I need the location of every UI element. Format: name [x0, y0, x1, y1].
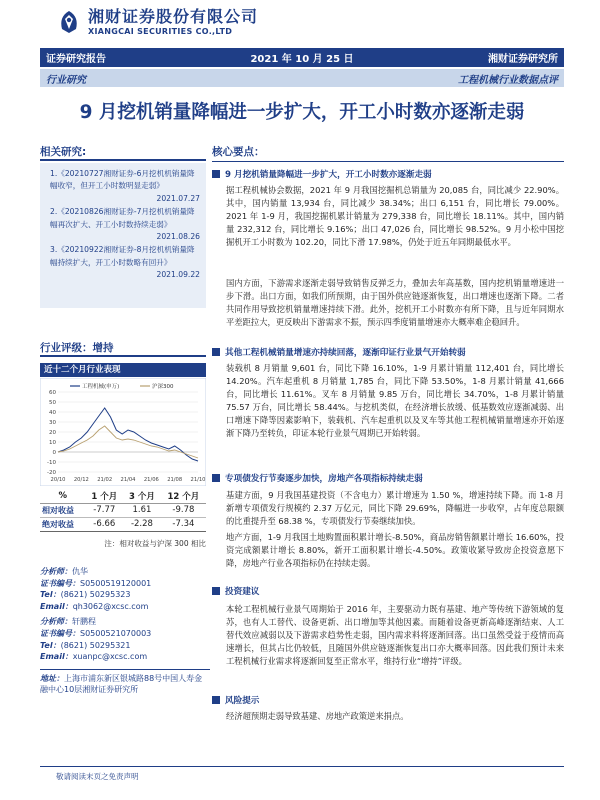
y-tick-label: -20: [47, 470, 56, 476]
tel-label: Tel：: [40, 590, 61, 600]
related-research-date: 2021.07.27: [156, 193, 200, 203]
chart-title: 近十二个月行业表现: [40, 363, 206, 377]
cell-value: -7.34: [161, 517, 206, 531]
cell-value: -6.66: [85, 517, 123, 531]
address-label: 地址：: [40, 673, 64, 683]
cell-value: -2.28: [123, 517, 161, 531]
x-tick-label: 20/10: [50, 477, 66, 483]
y-tick-label: 10: [49, 440, 56, 446]
y-tick-label: 40: [49, 410, 56, 416]
company-name-en: XIANGCAI SECURITIES CO.,LTD: [88, 26, 233, 36]
x-tick-label: 21/10: [190, 477, 206, 483]
header-bar-primary: [40, 48, 564, 67]
core-points: [212, 144, 564, 160]
analyst-name: 仇华: [72, 567, 88, 576]
analyst-name-line: [40, 566, 210, 578]
cell-value: -9.78: [161, 503, 206, 517]
cert-number: S0500519120001: [80, 578, 152, 588]
related-research-list: [40, 163, 206, 308]
row-label: 绝对收益: [40, 517, 85, 531]
industry-performance-chart: [40, 378, 206, 486]
analyst-tel-line: [40, 640, 210, 652]
performance-header-3m: 3 个月: [123, 489, 161, 503]
section-heading: 风险提示: [212, 694, 259, 706]
email-link[interactable]: qh3062@xcsc.com: [72, 601, 149, 611]
address: [40, 669, 210, 696]
bullet-square-icon: [212, 696, 220, 704]
bullet-square-icon: [212, 170, 220, 178]
report-title: 9 月挖机销量降幅进一步扩大，开工小时数亦逐渐走弱: [79, 102, 525, 123]
analyst-email-line: [40, 601, 210, 613]
performance-header-unit: %: [40, 489, 85, 503]
y-tick-label: -10: [47, 460, 56, 466]
x-tick-label: 21/08: [167, 477, 183, 483]
performance-note: 注：相对收益与沪深 300 相比: [104, 539, 206, 548]
table-row: [40, 517, 206, 531]
y-tick-label: 20: [49, 430, 56, 436]
analyst-label: 分析师：: [40, 617, 72, 627]
header-bar-secondary: [40, 69, 564, 87]
section-paragraph: 经济超预期走弱导致基建、房地产政策逆来捐点。: [226, 711, 409, 721]
related-research-title: 1.《20210727湘财证券-6月挖机机销量降幅收窄，但开工小时数明显走弱》: [50, 169, 195, 191]
footer-divider: [40, 766, 564, 767]
x-tick-label: 21/06: [143, 477, 159, 483]
disclaimer-note: 敬请阅读末页之免责声明: [56, 772, 139, 781]
row-label: 相对收益: [40, 503, 85, 517]
section-paragraph: 装载机 8 月销量 9,601 台，同比下降 16.10%，1-9 月累计销量 112,401 台，同比增长 14.20%。汽车起重机 8 月销量 1,785 台，同比下降 53.50%，1-8 月累计销量 41,666 台，同比增长 11.61%。叉车 8 月销量 9.85 万台，同比增长 34.70%，1-8 月累计销量 75.57 万台，同比增长 58.44%。与挖机类似，在经济增长放缓、低基数效应逐渐减弱、出口增速下降等因素影响下，装载机、汽车起重机以及叉车等其他工程机械销量增速亦开始逐渐下降乃至转负，印证本轮行业景气周期已开始转弱。: [226, 363, 564, 439]
email-link[interactable]: xuanpc@xcsc.com: [72, 652, 148, 662]
bullet-square-icon: [212, 587, 220, 595]
related-research-date: 2021.09.22: [156, 270, 200, 280]
report-date: 2021 年 10 月 25 日: [250, 54, 354, 65]
core-points-heading: 核心要点：: [212, 146, 265, 158]
cert-number: S0500521070003: [80, 628, 152, 638]
cell-value: 1.61: [123, 503, 161, 517]
research-institute: 湘财证券研究所: [488, 54, 558, 65]
tel-label: Tel：: [40, 640, 61, 650]
tel-number: (8621) 50295323: [60, 590, 131, 600]
address-text: 上海市浦东新区银城路88号中国人寿金融中心10层湘财证券研究所: [40, 673, 203, 695]
cert-label: 证书编号：: [40, 628, 80, 638]
company-name-cn: 湘财证券股份有限公司: [88, 6, 259, 26]
performance-header-1m: 1 个月: [85, 489, 123, 503]
analyst-tel-line: [40, 589, 210, 601]
related-research-title: 3.《20210922湘财证券-8月挖机机销量降幅持续扩大，开工小时数略有回升》: [50, 245, 195, 267]
related-research-item[interactable]: [50, 168, 200, 205]
related-research-item[interactable]: [50, 206, 200, 243]
analyst-email-line: [40, 651, 210, 663]
analyst-info: [40, 566, 210, 696]
x-tick-label: 20/12: [73, 477, 89, 483]
analyst-label: 分析师：: [40, 567, 72, 576]
tel-number: (8621) 50295321: [60, 640, 131, 650]
email-label: Email：: [40, 601, 73, 611]
section-paragraph: 基建方面，9 月我国基建投资（不含电力）累计增速为 1.50 %，增速持续下降。而 1-8 月新增专项债发行规模约 2.37 万亿元，同比下降 29.69%，降幅进一步收窄，占年度总限额的比重提升至 68.38 %，专项债发行节奏继续加快。: [226, 490, 564, 527]
performance-header-row: [40, 489, 206, 503]
related-research-date: 2021.08.26: [156, 232, 200, 242]
y-tick-label: 30: [49, 420, 56, 426]
related-research-heading: 相关研究:: [40, 144, 206, 161]
performance-header-12m: 12 个月: [161, 489, 206, 503]
y-tick-label: 60: [49, 390, 56, 396]
report-category: 行业研究: [46, 74, 86, 86]
analyst-name-line: [40, 616, 210, 628]
section-heading: 专项债发行节奏逐步加快，房地产各项指标持续走弱: [212, 472, 423, 484]
bullet-square-icon: [212, 474, 220, 482]
y-tick-label: 50: [49, 400, 56, 406]
section-paragraph: 本轮工程机械行业景气周期始于 2016 年，主要驱动力既有基建、地产等传统下游领域的复苏，也有人工替代、设备更新、出口增加等其他因素。而随着设备更新高峰逐渐结束、人工替代效应减弱以及下游需求趋势性走弱，国内需求料将逐渐回落。出口虽然受益于疫情而高速增长，但其占比仍较低，且随国外供应链逐渐恢复出口亦大概率回落。因此我们预计未来工程机械行业需求将逐渐回复至正常水平，维持行业“增持”评级。: [226, 604, 564, 667]
analyst-cert-line: [40, 578, 210, 590]
table-row: [40, 503, 206, 517]
legend-label: 工程机械(申万): [82, 384, 120, 390]
bullet-square-icon: [212, 348, 220, 356]
cert-label: 证书编号：: [40, 578, 80, 588]
x-tick-label: 21/02: [97, 477, 113, 483]
section-paragraph: 据工程机械协会数据，2021 年 9 月我国挖掘机总销量为 20,085 台，同比减少 22.90%。其中，国内销量 13,934 台，同比减少 38.34%；出口 6,151 台，同比增长 79.00%。2021 年 1-9 月，我国挖掘机累计销量为 279,338 台，同比增长 18.11%。其中，国内销量 232,312 台，同比增长 9.16%；出口 47,026 台，同比增长 98.52%。9 月小松中国挖掘机开工小时数为 102.20，同比下滑 17.98%，仍处于近五年同期最低水平。: [226, 185, 564, 248]
report-type: 证券研究报告: [46, 54, 106, 65]
x-tick-label: 21/04: [120, 477, 136, 483]
section-heading: 投资建议: [212, 585, 259, 597]
related-research-title: 2.《20210826湘财证券-7月挖机机销量降幅再次扩大、开工小时数持续走弱》: [50, 207, 195, 229]
related-research-item[interactable]: [50, 244, 200, 281]
company-logo: [56, 4, 316, 40]
analyst-name: 轩鹏程: [72, 617, 96, 627]
section-heading: 其他工程机械销量增速亦持续回落，逐渐印证行业景气开始转弱: [212, 346, 466, 358]
section-paragraph: 国内方面，下游需求逐渐走弱导致销售反弹乏力，叠加去年高基数，国内挖机销量增速进一步下滑。出口方面，如我们所预期，由于国外供应链逐渐恢复，出口增速也逐渐下降。二者共同作用导致挖机销量增速持续下滑。此外，挖机开工小时数亦有所下降，且与近年同期水平差距拉大，更反映出下游需求不振，预示四季度销量增速亦大概率难企稳回升。: [226, 278, 564, 328]
section-paragraph: 地产方面，1-9 月我国土地购置面积累计增长-8.50%，商品房销售额累计增长 16.60%，投资完成额累计增长 8.80%，新开工面积累计增长-4.50%。政策收紧导致房企投资意愿下降，房地产行业各项指标仍在持续走弱。: [226, 532, 564, 569]
legend-label: 沪深300: [152, 384, 174, 390]
core-divider: [212, 161, 564, 162]
performance-table: [40, 489, 206, 532]
email-label: Email：: [40, 652, 73, 662]
company-logo-icon: [56, 9, 82, 35]
analyst-cert-line: [40, 628, 210, 640]
y-tick-label: 0: [52, 450, 56, 456]
cell-value: -7.77: [85, 503, 123, 517]
section-heading: 9 月挖机销量降幅进一步扩大，开工小时数亦逐渐走弱: [212, 168, 432, 180]
industry-rating: 行业评级：增持: [40, 340, 206, 357]
report-series: 工程机械行业数据点评: [458, 74, 558, 86]
related-research: [40, 144, 206, 308]
